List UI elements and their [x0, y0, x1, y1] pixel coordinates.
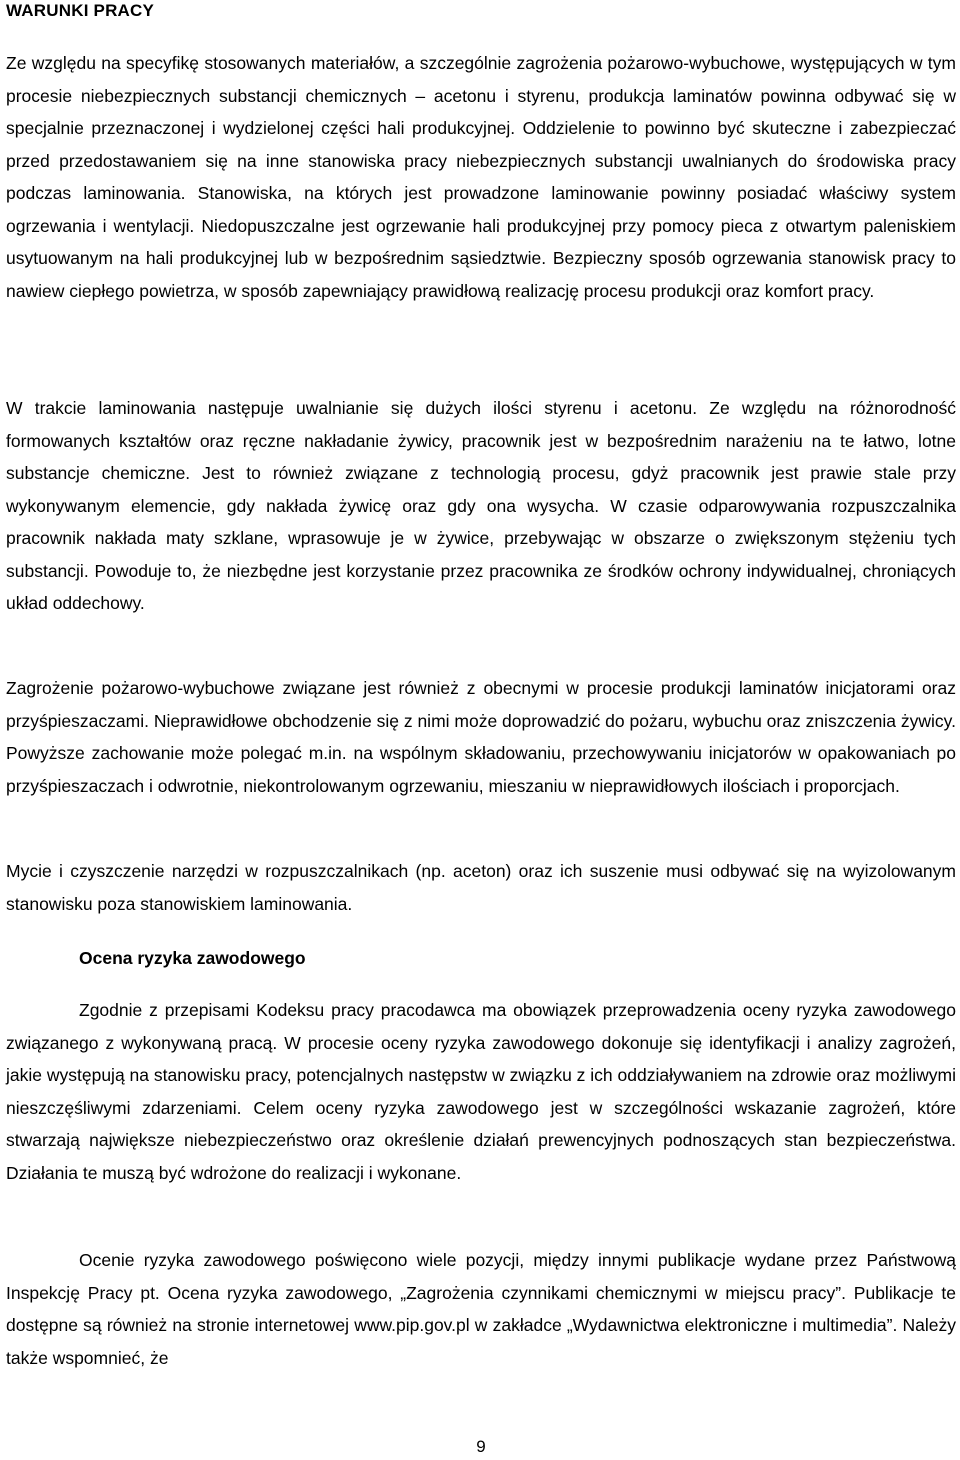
paragraph-working-conditions: Ze względu na specyfikę stosowanych materiałów, a szczególnie zagrożenia pożarowo-wybuchowe, występujących w tym procesie niebezpiecznych substancji chemicznych – acetonu i styrenu, produkcja laminatów powinna odbywać się w specjalnie przeznaczonej i wydzielonej części hali produkcyjnej. Oddzielenie to powinno być skuteczne i zabezpieczać przed przedostawaniem się na inne stanowiska pracy niebezpiecznych substancji uwalnianych do środowiska pracy podczas laminowania. Stanowiska, na których jest prowadzone laminowanie powinny posiadać właściwy system ogrzewania i wentylacji. Niedopuszczalne jest ogrzewanie hali produkcyjnej przy pomocy pieca z otwartym paleniskiem usytuowanym na hali produkcyjnej lub w bezpośrednim sąsiedztwie. Bezpieczny sposób ogrzewania stanowisk pracy to nawiew ciepłego powietrza, w sposób zapewniający prawidłową realizację procesu produkcji oraz komfort pracy.	[6, 53, 956, 301]
paragraph-risk-assessment: Zgodnie z przepisami Kodeksu pracy pracodawca ma obowiązek przeprowadzenia oceny ryzyka zawodowego związanego z wykonywaną pracą. W procesie oceny ryzyka zawodowego dokonuje się identyfikacji i analizy zagrożeń, jakie występują na stanowisku pracy, potencjalnych następstw w związku z ich oddziaływaniem na zdrowie oraz możliwymi nieszczęśliwymi zdarzeniami. Celem oceny ryzyka zawodowego jest w szczególności wskazanie zagrożeń, które stwarzają największe niebezpieczeństwo oraz określenie działań prewencyjnych podnoszących stan bezpieczeństwa. Działania te muszą być wdrożone do realizacji i wykonane.	[6, 1000, 956, 1183]
page-number: 9	[476, 1437, 486, 1456]
document-page	[6, 0, 956, 1460]
paragraph-fire-hazard: Zagrożenie pożarowo-wybuchowe związane jest również z obecnymi w procesie produkcji laminatów inicjatorami oraz przyśpieszaczami. Nieprawidłowe obchodzenie się z nimi może doprowadzić do pożaru, wybuchu oraz zniszczenia żywicy. Powyższe zachowanie może polegać m.in. na wspólnym składowaniu, przechowywaniu inicjatorów w opakowaniach po przyśpieszaczach i odwrotnie, niekontrolowanym ogrzewaniu, mieszaniu w nieprawidłowych ilościach i proporcjach.	[6, 678, 956, 796]
paragraph-tool-cleaning: Mycie i czyszczenie narzędzi w rozpuszczalnikach (np. aceton) oraz ich suszenie musi odbywać się na wyizolowanym stanowisku poza stanowiskiem laminowania.	[6, 861, 956, 914]
paragraph-styrene-exposure: W trakcie laminowania następuje uwalnianie się dużych ilości styrenu i acetonu. Ze względu na różnorodność formowanych kształtów oraz ręczne nakładanie żywicy, pracownik jest w bezpośrednim narażeniu na te łatwo, lotne substancje chemiczne. Jest to również związane z technologią procesu, gdyż pracownik jest prawie stale przy wykonywanym elemencie, gdy nakłada żywicę oraz gdy ona wysycha. W czasie odparowywania rozpuszczalnika pracownik nakłada maty szklane, wprasowuje je w żywice, przebywając w obszarze o zwiększonym stężeniu tych substancji. Powoduje to, że niezbędne jest korzystanie przez pracownika ze środków ochrony indywidualnej, chroniących układ oddechowy.	[6, 398, 956, 613]
page-heading: WARUNKI PRACY	[6, 1, 155, 20]
section-heading-risk-assessment: Ocena ryzyka zawodowego	[79, 948, 306, 968]
paragraph-pip-publications: Ocenie ryzyka zawodowego poświęcono wiele pozycji, między innymi publikacje wydane przez Państwową Inspekcję Pracy pt. Ocena ryzyka zawodowego, „Zagrożenia czynnikami chemicznymi w miejscu pracy”. Publikacje te dostępne są również na stronie internetowej www.pip.gov.pl w zakładce „Wydawnictwa elektroniczne i multimedia”. Należy także wspomnieć, że	[6, 1250, 956, 1368]
